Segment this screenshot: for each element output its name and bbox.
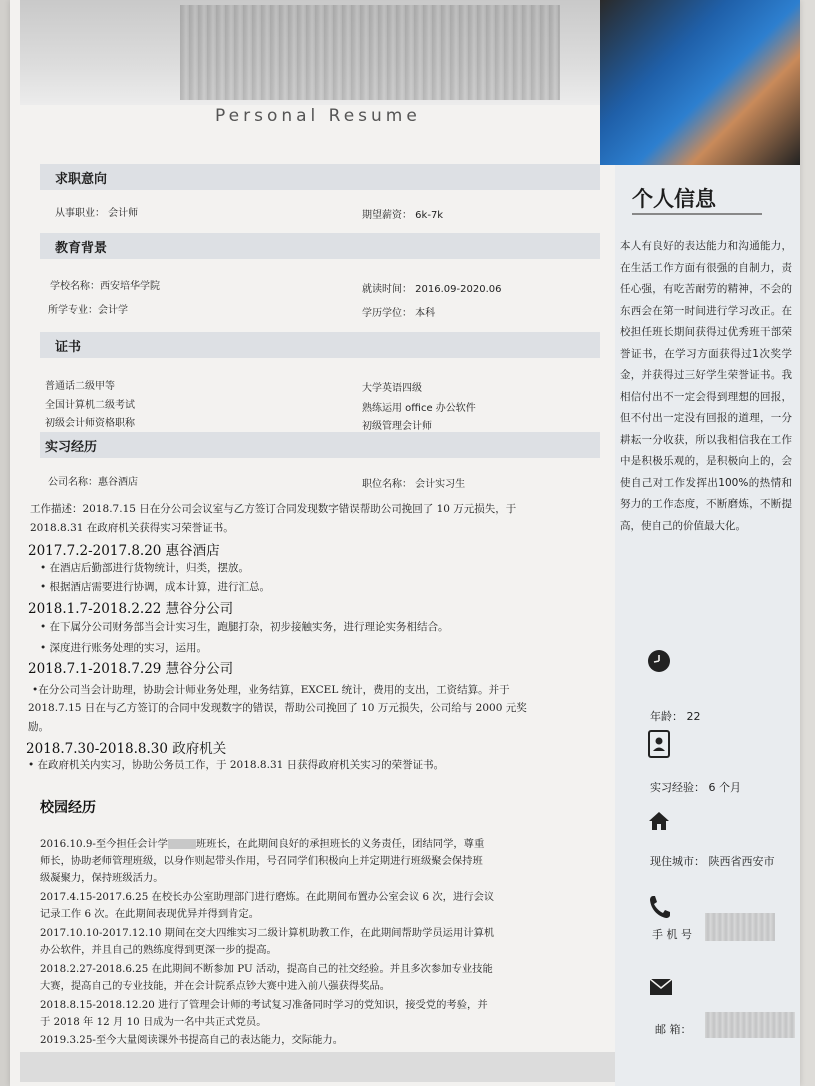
- section-title-campus: 校园经历: [40, 800, 96, 816]
- cert-left-1: 普通话二级甲等: [45, 381, 115, 392]
- page-edge-right: [800, 0, 815, 1086]
- campus-line-10: 2018.8.15-2018.12.20 进行了管理会计师的考试复习准备同时学习的党知识，接受党的考验，并: [40, 999, 488, 1011]
- redacted-class-name: [168, 839, 196, 849]
- intent-occupation: 从事职业： 会计师: [55, 208, 139, 219]
- cert-right-2: 熟练运用 office 办公软件: [362, 403, 476, 414]
- intent-salary: 期望薪资： 6k-7k: [362, 210, 444, 221]
- entry-3-bullet-2: 2018.7.15 日在与乙方签订的合同中发现数字的错误，帮助公司挽回了 10 万元损失，公司给与 2000 元奖: [28, 702, 527, 714]
- cert-left-3: 初级会计师资格职称: [45, 418, 135, 429]
- campus-line-6: 2017.10.10-2017.12.10 期间在交大四维实习二级计算机助教工作，在此期间帮助学员运用计算机: [40, 927, 495, 939]
- internship-desc-line-1: 工作描述：2018.7.15 日在分公司会议室与乙方签订合同发现数字错误帮助公司挽回了 10 万元损失，于: [30, 503, 517, 515]
- footer-band: [20, 1052, 615, 1082]
- campus-line-11: 于 2018 年 12 月 10 日成为一名中共正式党员。: [40, 1016, 267, 1028]
- sidebar-intro: 本人有良好的表达能力和沟通能力，在生活工作方面有很强的自制力，责任心强，有吃苦耐劳的精神，不会的东西会在第一时间进行学习改正。在校担任班长期间获得过优秀班干部荣誉证书，在学习方面获得过1次奖学金，并获得过三好学生荣誉证书。我相信付出不一定会得到理想的回报，但不付出一定没有回报的道理，一分耕耘一分收获，所以我相信我在工作中是积极乐观的，是积极向上的，会使自己对工作发挥出100%的热情和努力的工作态度，不断磨炼，不断提高，使自己的价值最大化。: [620, 240, 792, 532]
- section-title-internship: 实习经历: [45, 440, 98, 455]
- sidebar-city: 现住城市： 陕西省西安市: [650, 855, 775, 868]
- education-major: 所学专业：会计学: [48, 305, 128, 316]
- internship-position: 职位名称： 会计实习生: [362, 479, 466, 490]
- section-bar-certificates: [40, 332, 600, 358]
- envelope-icon: [650, 979, 672, 995]
- contact-card-icon: [648, 730, 670, 758]
- redacted-photo: [600, 0, 800, 165]
- internship-desc-line-2: 2018.8.31 在政府机关获得实习荣誉证书。: [30, 522, 234, 534]
- entry-2-bullet-1: • 在下属分公司财务部当会计实习生，跑腿打杂，初步接触实务，进行理论实务相结合。: [40, 621, 449, 633]
- internship-company: 公司名称：惠谷酒店: [48, 477, 138, 488]
- section-bar-internship: [40, 432, 600, 458]
- sidebar-experience: 实习经验： 6 个月: [650, 781, 741, 794]
- entry-1-bullet-1: • 在酒店后勤部进行货物统计，归类，摆放。: [40, 562, 250, 574]
- cert-left-2: 全国计算机二级考试: [45, 400, 135, 411]
- campus-line-4: 2017.4.15-2017.6.25 在校长办公室助理部门进行磨炼。在此期间布置办公室会议 6 次，进行会议: [40, 891, 495, 903]
- page-edge-left: [0, 0, 10, 1086]
- campus-line-5: 记录工作 6 次。在此期间表现优异并得到肯定。: [40, 908, 260, 920]
- campus-line-12: 2019.3.25-至今大量阅读课外书提高自己的表达能力，交际能力。: [40, 1034, 344, 1046]
- section-title-certificates: 证书: [55, 340, 82, 355]
- section-title-education: 教育背景: [55, 241, 108, 256]
- education-degree: 学历学位： 本科: [362, 308, 436, 319]
- home-icon: [648, 811, 670, 831]
- redacted-email: [705, 1012, 795, 1038]
- sidebar-title: 个人信息: [632, 187, 716, 211]
- campus-line-3: 级凝聚力，保持班级活力。: [40, 872, 164, 884]
- entry-2-bullet-2: • 深度进行账务处理的实习，运用。: [40, 642, 208, 654]
- phone-icon: [649, 895, 671, 919]
- campus-line-9: 大赛，提高自己的专业技能，并在会计院系点钞大赛中进入前八强获得奖品。: [40, 980, 391, 992]
- resume-title: Personal Resume: [215, 106, 421, 126]
- campus-line-7: 办公软件，并且自己的熟练度得到更深一步的提高。: [40, 944, 277, 956]
- entry-3-bullet-1: •在分公司当会计助理，协助会计师业务处理，业务结算，EXCEL 统计，费用的支出，工资结算。并于: [32, 684, 510, 696]
- section-bar-intent: [40, 164, 600, 190]
- sidebar-title-underline: [632, 213, 762, 215]
- sidebar-email-label: 邮 箱：: [655, 1023, 692, 1036]
- entry-head-3: 2018.7.1-2018.7.29 慧谷分公司: [28, 661, 234, 677]
- section-title-intent: 求职意向: [55, 172, 108, 187]
- entry-head-1: 2017.7.2-2017.8.20 惠谷酒店: [28, 543, 220, 559]
- campus-line-1: 2016.10.9-至今担任会计学 班班长，在此期间良好的承担班长的义务责任，团结同学，尊重: [40, 838, 485, 850]
- entry-head-2: 2018.1.7-2018.2.22 慧谷分公司: [28, 601, 234, 617]
- education-time: 就读时间： 2016.09-2020.06: [362, 284, 502, 295]
- campus-line-8: 2018.2.27-2018.6.25 在此期间不断参加 PU 活动，提高自己的社交经验。并且多次参加专业技能: [40, 963, 493, 975]
- entry-3-bullet-3: 励。: [28, 721, 49, 733]
- entry-head-4: 2018.7.30-2018.8.30 政府机关: [26, 741, 227, 757]
- education-school: 学校名称：西安培华学院: [50, 281, 160, 292]
- clock-icon: [647, 649, 671, 673]
- entry-1-bullet-2: • 根据酒店需要进行协调，成本计算，进行汇总。: [40, 581, 271, 593]
- campus-line-2: 师长，协助老师管理班级，以身作则起带头作用，号召同学们积极向上并定期进行班级聚会保持班: [40, 855, 483, 867]
- redacted-header-block: [20, 0, 600, 105]
- entry-4-bullet-1: • 在政府机关内实习，协助公务员工作，于 2018.8.31 日获得政府机关实习的荣誉证书。: [28, 759, 445, 771]
- section-bar-education: [40, 233, 600, 259]
- redacted-phone: [705, 913, 775, 941]
- cert-right-3: 初级管理会计师: [362, 421, 432, 432]
- sidebar-age: 年龄： 22: [650, 710, 701, 723]
- cert-right-1: 大学英语四级: [362, 383, 422, 394]
- sidebar-phone-label: 手 机 号: [652, 928, 692, 941]
